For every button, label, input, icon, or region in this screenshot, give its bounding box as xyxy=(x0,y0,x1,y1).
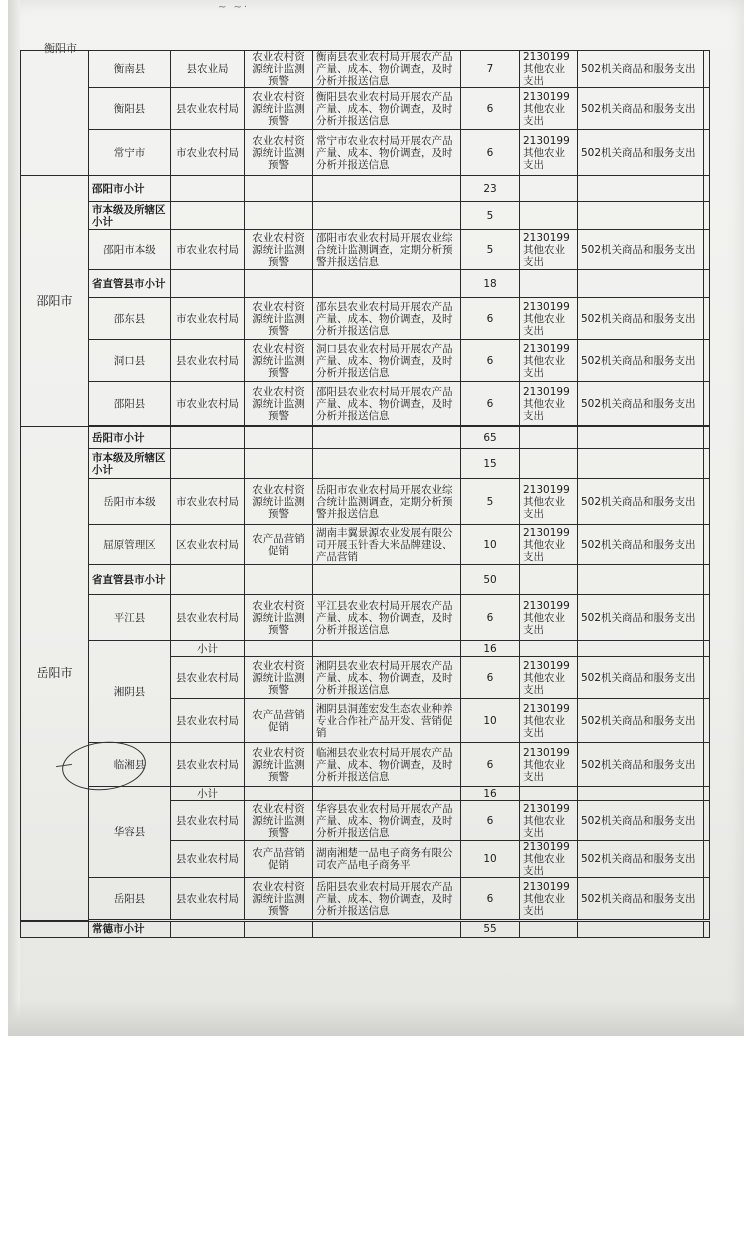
amount-cell: 5 xyxy=(461,230,520,270)
code-cell: 2130199其他农业支出 xyxy=(520,298,578,340)
city-cell-yueyang: 岳阳市 xyxy=(21,427,89,921)
code-cell: 2130199其他农业支出 xyxy=(520,743,578,787)
table-row xyxy=(21,449,710,479)
econ-cell: 502机关商品和服务支出 xyxy=(578,382,704,426)
subtotal-label: 市本级及所辖区小计 xyxy=(89,202,171,230)
dept-cell: 县农业农村局 xyxy=(171,841,245,878)
item-cell: 农业农村资源统计监测预警 xyxy=(245,340,313,382)
desc-cell: 湖南丰翼景源农业发展有限公司开展玉针香大米品牌建设、产品营销 xyxy=(313,525,461,565)
desc-cell: 邵东县农业农村局开展农产品产量、成本、物价调查，及时分析并报送信息 xyxy=(313,298,461,340)
dept-cell: 县农业农村局 xyxy=(171,657,245,699)
amount-cell: 6 xyxy=(461,88,520,130)
subtotal-value: 16 xyxy=(461,787,520,801)
econ-cell: 502机关商品和服务支出 xyxy=(578,340,704,382)
econ-cell: 502机关商品和服务支出 xyxy=(578,479,704,525)
dept-cell: 县农业农村局 xyxy=(171,340,245,382)
desc-cell: 平江县农业农村局开展农产品产量、成本、物价调查，及时分析并报送信息 xyxy=(313,595,461,641)
amount-cell: 6 xyxy=(461,878,520,920)
item-cell: 农业农村资源统计监测预警 xyxy=(245,595,313,641)
desc-cell: 邵阳市农业农村局开展农业综合统计监测调查，定期分析预警并报送信息 xyxy=(313,230,461,270)
econ-cell: 502机关商品和服务支出 xyxy=(578,699,704,743)
amount-cell: 6 xyxy=(461,743,520,787)
econ-cell: 502机关商品和服务支出 xyxy=(578,130,704,176)
desc-cell: 临湘县农业农村局开展农产品产量、成本、物价调查，及时分析并报送信息 xyxy=(313,743,461,787)
county-cell: 平江县 xyxy=(89,595,171,641)
county-cell: 衡南县 xyxy=(89,51,171,88)
amount-cell: 10 xyxy=(461,525,520,565)
partial-city-label: 衡阳市 xyxy=(44,42,77,55)
code-cell: 2130199其他农业支出 xyxy=(520,801,578,841)
table-row xyxy=(21,88,710,130)
table-row xyxy=(21,525,710,565)
county-cell: 洞口县 xyxy=(89,340,171,382)
subtotal-label: 省直管县市小计 xyxy=(89,270,171,298)
econ-cell: 502机关商品和服务支出 xyxy=(578,88,704,130)
subtotal-label: 邵阳市小计 xyxy=(89,176,171,202)
table-row xyxy=(21,230,710,270)
table-row xyxy=(21,382,710,426)
subtotal-value: 18 xyxy=(461,270,520,298)
desc-cell: 衡南县农业农村局开展农产品产量、成本、物价调查，及时分析并报送信息 xyxy=(313,51,461,88)
table-row xyxy=(21,130,710,176)
table-row xyxy=(21,595,710,641)
table-row xyxy=(21,51,710,88)
table-row xyxy=(21,270,710,298)
subtotal-value: 55 xyxy=(461,921,520,937)
table-row xyxy=(21,176,710,202)
code-cell: 2130199其他农业支出 xyxy=(520,878,578,920)
econ-cell: 502机关商品和服务支出 xyxy=(578,298,704,340)
item-cell: 农业农村资源统计监测预警 xyxy=(245,88,313,130)
code-cell: 2130199其他农业支出 xyxy=(520,382,578,426)
desc-cell: 岳阳市农业农村局开展农业综合统计监测调查，定期分析预警并报送信息 xyxy=(313,479,461,525)
item-cell: 农业农村资源统计监测预警 xyxy=(245,657,313,699)
item-cell: 农业农村资源统计监测预警 xyxy=(245,298,313,340)
dept-cell: 县农业局 xyxy=(171,51,245,88)
econ-cell: 502机关商品和服务支出 xyxy=(578,878,704,920)
table-row xyxy=(21,565,710,595)
county-cell: 常宁市 xyxy=(89,130,171,176)
desc-cell: 洞口县农业农村局开展农产品产量、成本、物价调查，及时分析并报送信息 xyxy=(313,340,461,382)
econ-cell: 502机关商品和服务支出 xyxy=(578,841,704,878)
amount-cell: 7 xyxy=(461,51,520,88)
econ-cell: 502机关商品和服务支出 xyxy=(578,657,704,699)
item-cell: 农业农村资源统计监测预警 xyxy=(245,382,313,426)
dept-cell: 县农业农村局 xyxy=(171,699,245,743)
subtotal-label: 市本级及所辖区小计 xyxy=(89,449,171,479)
dept-cell: 县农业农村局 xyxy=(171,88,245,130)
code-cell: 2130199其他农业支出 xyxy=(520,595,578,641)
amount-cell: 6 xyxy=(461,298,520,340)
code-cell: 2130199其他农业支出 xyxy=(520,130,578,176)
table-row xyxy=(21,878,710,920)
subtotal-label: 岳阳市小计 xyxy=(89,427,171,449)
subtotal-label: 小计 xyxy=(171,641,245,657)
amount-cell: 6 xyxy=(461,801,520,841)
item-cell: 农业农村资源统计监测预警 xyxy=(245,51,313,88)
amount-cell: 5 xyxy=(461,479,520,525)
county-cell: 屈原管理区 xyxy=(89,525,171,565)
code-cell: 2130199其他农业支出 xyxy=(520,841,578,878)
table-row xyxy=(21,921,710,937)
amount-cell: 6 xyxy=(461,657,520,699)
county-cell: 邵阳县 xyxy=(89,382,171,426)
subtotal-value: 65 xyxy=(461,427,520,449)
table-row xyxy=(21,787,710,801)
table-row xyxy=(21,479,710,525)
econ-cell: 502机关商品和服务支出 xyxy=(578,51,704,88)
amount-cell: 6 xyxy=(461,595,520,641)
dept-cell: 市农业农村局 xyxy=(171,298,245,340)
amount-cell: 6 xyxy=(461,382,520,426)
econ-cell: 502机关商品和服务支出 xyxy=(578,743,704,787)
dept-cell: 县农业农村局 xyxy=(171,743,245,787)
item-cell: 农业农村资源统计监测预警 xyxy=(245,878,313,920)
econ-cell: 502机关商品和服务支出 xyxy=(578,525,704,565)
code-cell: 2130199其他农业支出 xyxy=(520,699,578,743)
subtotal-value: 5 xyxy=(461,202,520,230)
item-cell: 农业农村资源统计监测预警 xyxy=(245,801,313,841)
code-cell: 2130199其他农业支出 xyxy=(520,88,578,130)
amount-cell: 10 xyxy=(461,841,520,878)
code-cell: 2130199其他农业支出 xyxy=(520,479,578,525)
county-cell: 临湘县 xyxy=(89,743,171,787)
dept-cell: 区农业农村局 xyxy=(171,525,245,565)
subtotal-label: 省直管县市小计 xyxy=(89,565,171,595)
code-cell: 2130199其他农业支出 xyxy=(520,340,578,382)
dept-cell: 县农业农村局 xyxy=(171,878,245,920)
county-cell: 湘阴县 xyxy=(89,641,171,743)
subtotal-value: 16 xyxy=(461,641,520,657)
top-scribble: ~ ~· xyxy=(218,2,250,13)
dept-cell: 县农业农村局 xyxy=(171,595,245,641)
code-cell: 2130199其他农业支出 xyxy=(520,230,578,270)
table-row xyxy=(21,641,710,657)
amount-cell: 10 xyxy=(461,699,520,743)
county-cell: 华容县 xyxy=(89,787,171,878)
item-cell: 农业农村资源统计监测预警 xyxy=(245,743,313,787)
desc-cell: 常宁市农业农村局开展农产品产量、成本、物价调查，及时分析并报送信息 xyxy=(313,130,461,176)
desc-cell: 湖南湘楚一品电子商务有限公司农产品电子商务平 xyxy=(313,841,461,878)
econ-cell: 502机关商品和服务支出 xyxy=(578,595,704,641)
desc-cell: 华容县农业农村局开展农产品产量、成本、物价调查，及时分析并报送信息 xyxy=(313,801,461,841)
amount-cell: 6 xyxy=(461,340,520,382)
code-cell: 2130199其他农业支出 xyxy=(520,525,578,565)
item-cell: 农产品营销促销 xyxy=(245,699,313,743)
county-cell: 岳阳县 xyxy=(89,878,171,920)
city-cell-shaoyang: 邵阳市 xyxy=(21,176,89,427)
subtotal-label: 常德市小计 xyxy=(89,921,171,937)
desc-cell: 衡阳县农业农村局开展农产品产量、成本、物价调查，及时分析并报送信息 xyxy=(313,88,461,130)
dept-cell: 市农业农村局 xyxy=(171,130,245,176)
desc-cell: 岳阳县农业农村局开展农产品产量、成本、物价调查，及时分析并报送信息 xyxy=(313,878,461,920)
item-cell: 农业农村资源统计监测预警 xyxy=(245,230,313,270)
table-row xyxy=(21,427,710,449)
page-bottom-shadow xyxy=(8,1000,744,1036)
county-cell: 衡阳县 xyxy=(89,88,171,130)
desc-cell: 邵阳县农业农村局开展农产品产量、成本、物价调查，及时分析并报送信息 xyxy=(313,382,461,426)
amount-cell: 6 xyxy=(461,130,520,176)
dept-cell: 市农业农村局 xyxy=(171,479,245,525)
item-cell: 农产品营销促销 xyxy=(245,841,313,878)
table-row xyxy=(21,298,710,340)
county-cell: 邵阳市本级 xyxy=(89,230,171,270)
code-cell: 2130199其他农业支出 xyxy=(520,51,578,88)
econ-cell: 502机关商品和服务支出 xyxy=(578,801,704,841)
table-row xyxy=(21,202,710,230)
subtotal-value: 23 xyxy=(461,176,520,202)
desc-cell: 湘阴县农业农村局开展农产品产量、成本、物价调查，及时分析并报送信息 xyxy=(313,657,461,699)
subtotal-value: 50 xyxy=(461,565,520,595)
item-cell: 农业农村资源统计监测预警 xyxy=(245,479,313,525)
subtotal-label: 小计 xyxy=(171,787,245,801)
subtotal-value: 15 xyxy=(461,449,520,479)
dept-cell: 市农业农村局 xyxy=(171,382,245,426)
item-cell: 农产品营销促销 xyxy=(245,525,313,565)
county-cell: 邵东县 xyxy=(89,298,171,340)
code-cell: 2130199其他农业支出 xyxy=(520,657,578,699)
city-cell-hengyang xyxy=(21,51,89,176)
county-cell: 岳阳市本级 xyxy=(89,479,171,525)
budget-table xyxy=(20,50,710,938)
table-row xyxy=(21,340,710,382)
item-cell: 农业农村资源统计监测预警 xyxy=(245,130,313,176)
dept-cell: 市农业农村局 xyxy=(171,230,245,270)
dept-cell: 县农业农村局 xyxy=(171,801,245,841)
desc-cell: 湘阴县洞莲宏发生态农业种养专业合作社产品开发、营销促销 xyxy=(313,699,461,743)
page-left-edge xyxy=(8,0,20,1035)
econ-cell: 502机关商品和服务支出 xyxy=(578,230,704,270)
